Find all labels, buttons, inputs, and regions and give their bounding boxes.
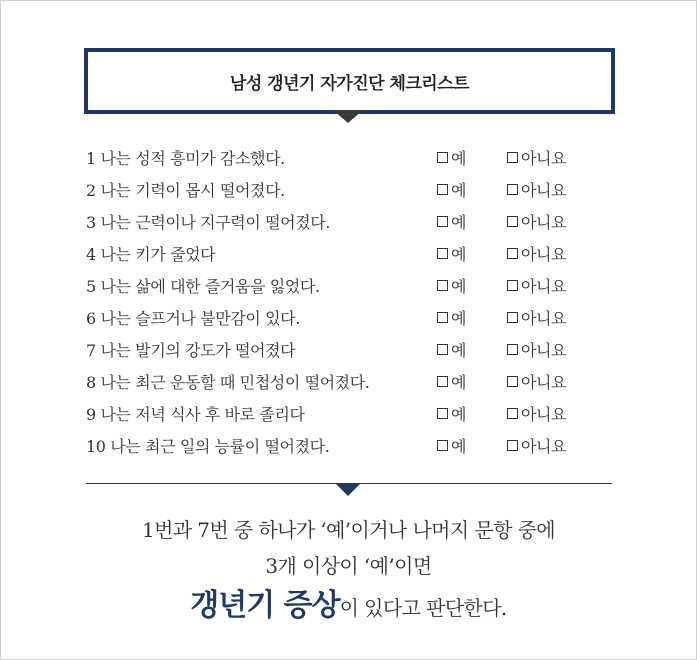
yes-checkbox[interactable] — [437, 440, 448, 451]
item-number: 6 — [86, 308, 96, 328]
item-text: 나는 기력이 몹시 떨어졌다. — [100, 180, 285, 200]
yes-checkbox[interactable] — [437, 312, 448, 323]
no-checkbox[interactable] — [507, 344, 518, 355]
yes-option[interactable] — [437, 205, 466, 237]
item-question — [86, 146, 285, 169]
checklist-item — [86, 301, 606, 333]
no-option[interactable] — [507, 333, 566, 365]
item-question — [86, 338, 295, 361]
yes-option[interactable] — [437, 269, 466, 301]
no-option[interactable] — [507, 397, 566, 429]
item-number: 5 — [86, 276, 96, 296]
no-label: 아니요 — [521, 244, 567, 264]
yes-option[interactable] — [437, 141, 466, 173]
yes-label: 예 — [451, 436, 467, 456]
no-label: 아니요 — [521, 404, 567, 424]
item-question — [86, 210, 330, 233]
no-label: 아니요 — [521, 276, 567, 296]
item-text: 나는 슬프거나 불만감이 있다. — [100, 308, 300, 328]
item-number: 8 — [86, 372, 96, 392]
no-checkbox[interactable] — [507, 152, 518, 163]
no-option[interactable] — [507, 269, 566, 301]
yes-label: 예 — [451, 308, 467, 328]
item-text: 나는 성적 흥미가 감소했다. — [100, 148, 285, 168]
item-number: 3 — [86, 212, 96, 232]
item-question — [86, 274, 320, 297]
no-label: 아니요 — [521, 340, 567, 360]
yes-option[interactable] — [437, 429, 466, 461]
yes-checkbox[interactable] — [437, 408, 448, 419]
no-checkbox[interactable] — [507, 312, 518, 323]
checklist-item — [86, 141, 606, 173]
no-option[interactable] — [507, 365, 566, 397]
item-text: 나는 발기의 강도가 떨어졌다 — [100, 340, 296, 360]
yes-checkbox[interactable] — [437, 184, 448, 195]
title-box — [84, 48, 615, 114]
conclusion-line-1: 1번과 7번 중 하나가 ‘예’이거나 나머지 문항 중에 — [141, 518, 556, 542]
yes-checkbox[interactable] — [437, 152, 448, 163]
yes-label: 예 — [451, 276, 467, 296]
conclusion-line-3-rest: 이 있다고 판단한다. — [339, 596, 507, 620]
item-question — [86, 402, 305, 425]
no-checkbox[interactable] — [507, 184, 518, 195]
no-label: 아니요 — [521, 372, 567, 392]
yes-option[interactable] — [437, 301, 466, 333]
item-question — [86, 370, 369, 393]
item-number: 2 — [86, 180, 96, 200]
no-option[interactable] — [507, 173, 566, 205]
checklist — [86, 141, 606, 461]
yes-label: 예 — [451, 180, 467, 200]
yes-option[interactable] — [437, 237, 466, 269]
yes-checkbox[interactable] — [437, 280, 448, 291]
yes-label: 예 — [451, 340, 467, 360]
no-checkbox[interactable] — [507, 248, 518, 259]
yes-option[interactable] — [437, 333, 466, 365]
yes-label: 예 — [451, 372, 467, 392]
conclusion-line-3 — [0, 580, 697, 624]
yes-checkbox[interactable] — [437, 376, 448, 387]
checklist-item — [86, 269, 606, 301]
yes-label: 예 — [451, 148, 467, 168]
item-text: 나는 최근 일의 능률이 떨어졌다. — [110, 436, 330, 456]
item-number: 1 — [86, 148, 96, 168]
no-label: 아니요 — [521, 148, 567, 168]
divider-pointer-arrow — [336, 484, 360, 496]
no-label: 아니요 — [521, 436, 567, 456]
title-pointer-arrow — [333, 110, 363, 123]
item-number: 7 — [86, 340, 96, 360]
item-text: 나는 저녁 식사 후 바로 졸리다 — [100, 404, 305, 424]
no-label: 아니요 — [521, 212, 567, 232]
no-option[interactable] — [507, 237, 566, 269]
yes-option[interactable] — [437, 365, 466, 397]
yes-checkbox[interactable] — [437, 216, 448, 227]
item-number: 10 — [86, 436, 106, 456]
checklist-item — [86, 237, 606, 269]
item-text: 나는 근력이나 지구력이 떨어졌다. — [100, 212, 330, 232]
no-checkbox[interactable] — [507, 376, 518, 387]
checklist-item — [86, 173, 606, 205]
checklist-item — [86, 333, 606, 365]
checklist-item — [86, 205, 606, 237]
yes-label: 예 — [451, 212, 467, 232]
yes-option[interactable] — [437, 173, 466, 205]
no-option[interactable] — [507, 205, 566, 237]
no-label: 아니요 — [521, 180, 567, 200]
checklist-item — [86, 429, 606, 461]
no-checkbox[interactable] — [507, 440, 518, 451]
item-number: 9 — [86, 404, 96, 424]
no-option[interactable] — [507, 141, 566, 173]
item-question — [86, 434, 329, 457]
yes-option[interactable] — [437, 397, 466, 429]
no-option[interactable] — [507, 429, 566, 461]
conclusion-line-2: 3개 이상이 ‘예’이면 — [265, 554, 432, 578]
item-text: 나는 최근 운동할 때 민첩성이 떨어졌다. — [100, 372, 370, 392]
yes-checkbox[interactable] — [437, 344, 448, 355]
page-title: 남성 갱년기 자가진단 체크리스트 — [229, 73, 470, 94]
item-text: 나는 키가 줄었다 — [100, 244, 216, 264]
checklist-item — [86, 397, 606, 429]
item-text: 나는 삶에 대한 즐거움을 잃었다. — [100, 276, 320, 296]
item-question — [86, 242, 215, 265]
checklist-item — [86, 365, 606, 397]
no-label: 아니요 — [521, 308, 567, 328]
conclusion-emphasis: 갱년기 증상 — [190, 588, 340, 623]
item-question — [86, 306, 300, 329]
yes-label: 예 — [451, 404, 467, 424]
no-option[interactable] — [507, 301, 566, 333]
no-checkbox[interactable] — [507, 408, 518, 419]
yes-checkbox[interactable] — [437, 248, 448, 259]
yes-label: 예 — [451, 244, 467, 264]
no-checkbox[interactable] — [507, 216, 518, 227]
item-number: 4 — [86, 244, 96, 264]
no-checkbox[interactable] — [507, 280, 518, 291]
item-question — [86, 178, 285, 201]
